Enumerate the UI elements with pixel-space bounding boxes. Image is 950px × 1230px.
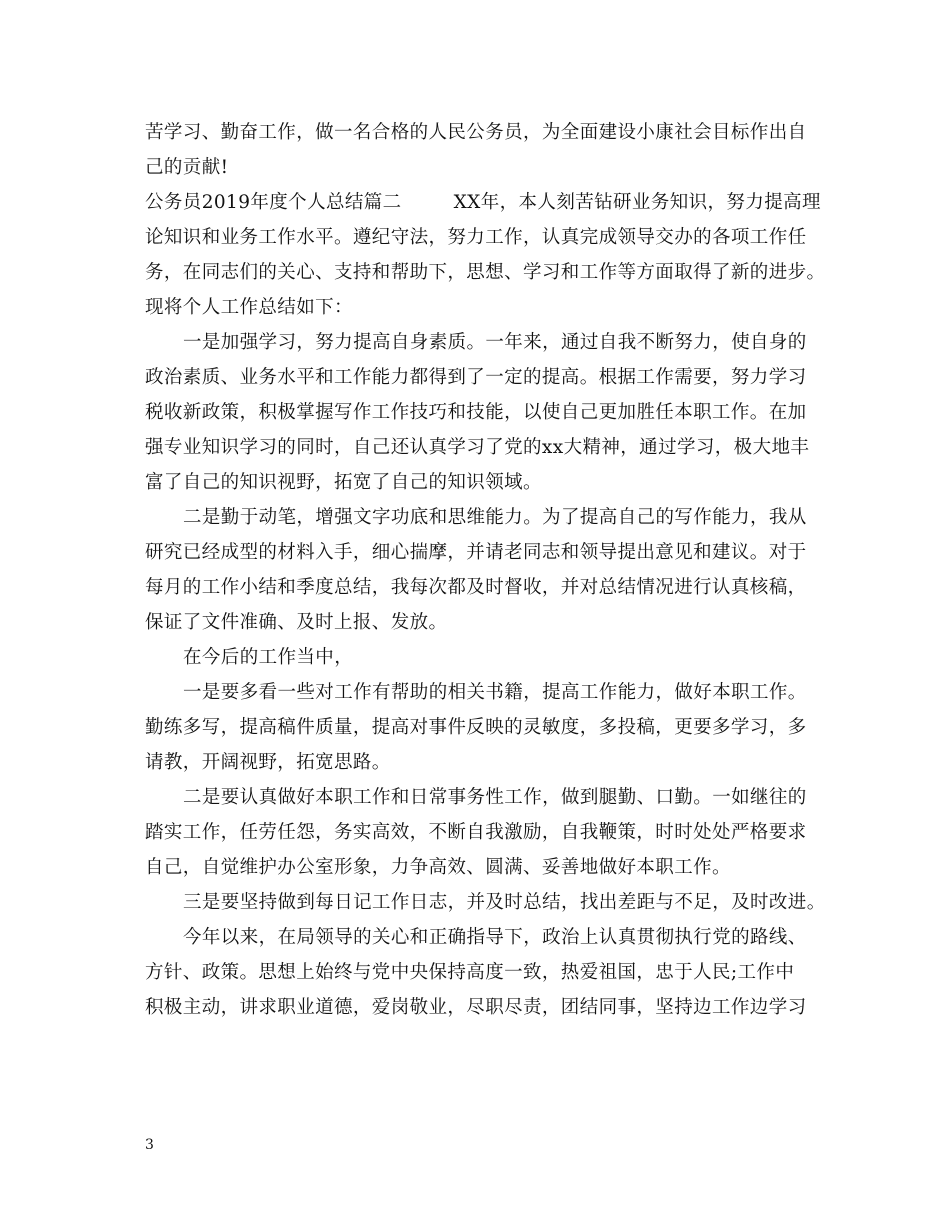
document-body xyxy=(145,115,826,1025)
paragraph-first-line: 今年以来，在局领导的关心和正确指导下，政治上认真贯彻执行党的路线、 xyxy=(183,927,807,948)
paragraph-first-line: 三是要坚持做到每日记工作日志，并及时总结，找出差距与不足，及时改进。 xyxy=(183,892,826,913)
paragraph-first-line: 二是要认真做好本职工作和日常事务性工作，做到腿勤、口勤。一如继往的 xyxy=(183,787,807,808)
text-line: 强专业知识学习的同时，自己还认真学习了党的xx大精神，通过学习，极大地丰 xyxy=(145,437,810,458)
text-line: 政治素质、业务水平和工作能力都得到了一定的提高。根据工作需要，努力学习 xyxy=(145,367,807,388)
text-line: 己的贡献! xyxy=(145,157,229,178)
text-line: 每月的工作小结和季度总结，我每次都及时督收，并对总结情况进行认真核稿， xyxy=(145,577,807,598)
text-line: 勤练多写，提高稿件质量，提高对事件反映的灵敏度，多投稿，更要多学习，多 xyxy=(145,717,807,738)
text-line: 苦学习、勤奋工作，做一名合格的人民公务员，为全面建设小康社会目标作出自 xyxy=(145,122,807,143)
text-line: 踏实工作，任劳任怨，务实高效，不断自我激励，自我鞭策，时时处处严格要求 xyxy=(145,822,807,843)
text-line: 论知识和业务工作水平。遵纪守法，努力工作，认真完成领导交办的各项工作任 xyxy=(145,227,807,248)
text-line: 税收新政策，积极掌握写作工作技巧和技能，以使自己更加胜任本职工作。在加 xyxy=(145,402,807,423)
paragraph-first-line: 一是加强学习，努力提高自身素质。一年来，通过自我不断努力，使自身的 xyxy=(183,332,807,353)
text-line: 富了自己的知识视野，拓宽了自己的知识领域。 xyxy=(145,472,542,493)
paragraph-first-line: 在今后的工作当中， xyxy=(183,647,354,668)
text-line: 务，在同志们的关心、支持和帮助下，思想、学习和工作等方面取得了新的进步。 xyxy=(145,262,826,283)
section-heading-line xyxy=(145,185,821,220)
paragraph-first-line: 一是要多看一些对工作有帮助的相关书籍，提高工作能力，做好本职工作。 xyxy=(183,682,807,703)
section-title: 公务员2019年度个人总结篇二 xyxy=(145,192,402,213)
text-line: 研究已经成型的材料入手，细心揣摩，并请老同志和领导提出意见和建议。对于 xyxy=(145,542,807,563)
text-line: 请教，开阔视野，拓宽思路。 xyxy=(145,752,391,773)
section-intro-text: XX年，本人刻苦钻研业务知识，努力提高理 xyxy=(453,192,821,213)
text-line: 现将个人工作总结如下： xyxy=(145,297,353,318)
text-line: 方针、政策。思想上始终与党中央保持高度一致，热爱祖国，忠于人民;工作中 xyxy=(145,962,795,983)
paragraph-first-line: 二是勤于动笔，增强文字功底和思维能力。为了提高自己的写作能力，我从 xyxy=(183,507,807,528)
text-line: 积极主动，讲求职业道德，爱岗敬业，尽职尽责，团结同事，坚持边工作边学习 xyxy=(145,997,807,1018)
page-number: 3 xyxy=(145,1137,154,1153)
text-line: 自己，自觉维护办公室形象，力争高效、圆满、妥善地做好本职工作。 xyxy=(145,857,731,878)
text-line: 保证了文件准确、及时上报、发放。 xyxy=(145,612,448,633)
